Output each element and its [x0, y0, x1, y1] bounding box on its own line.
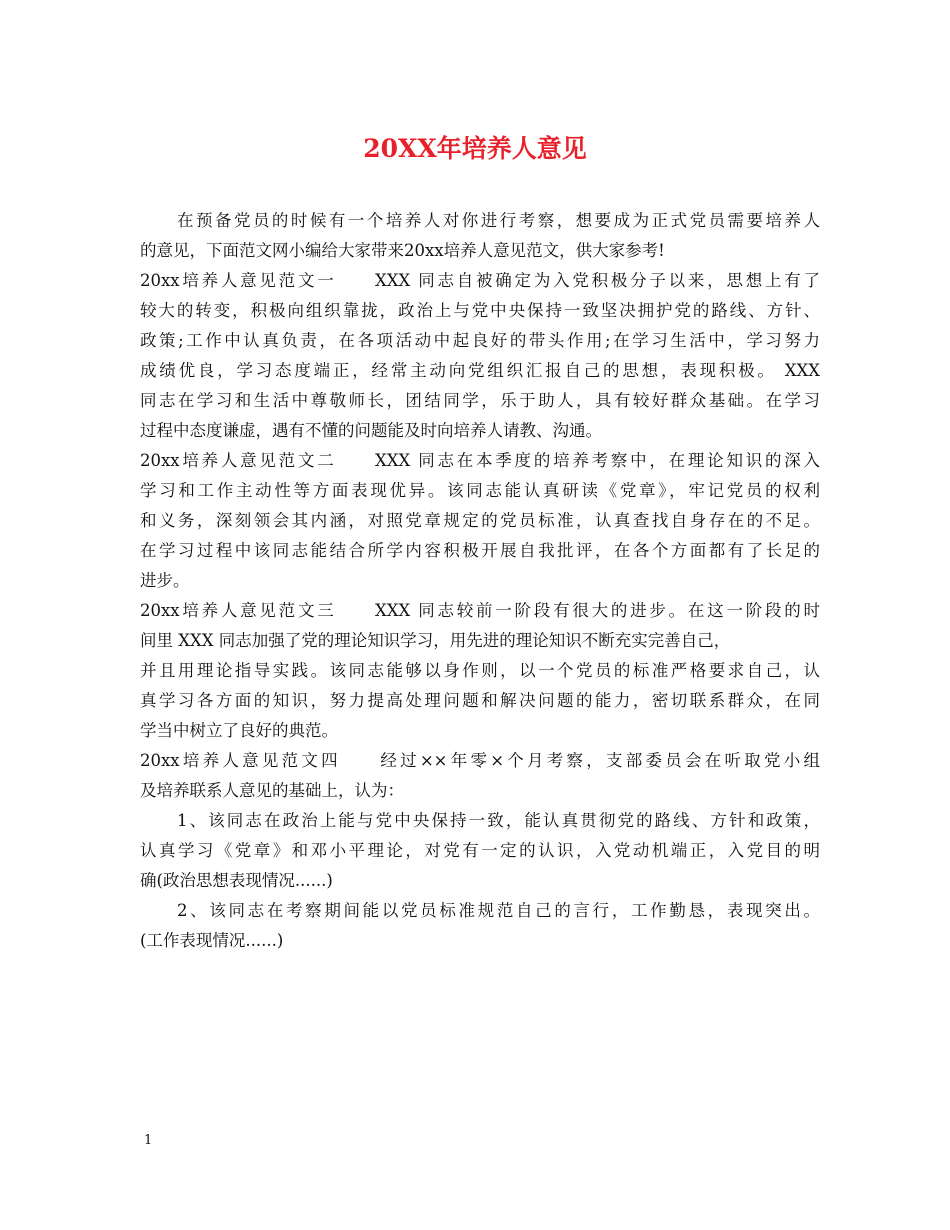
text-line: 20xx培养人意见范文二 XXX 同志在本季度的培养考察中，在理论知识的深入 [140, 451, 820, 470]
text-line: 确(政治思想表现情况......) [140, 871, 333, 890]
text-line: 同志在学习和生活中尊敬师长，团结同学，乐于助人，具有较好群众基础。在学习 [140, 391, 820, 410]
text-line: 20xx培养人意见范文三 XXX 同志较前一阶段有很大的进步。在这一阶段的时 [140, 601, 820, 620]
text-line: 在学习过程中该同志能结合所学内容积极开展自我批评，在各个方面都有了长足的 [140, 541, 820, 560]
page-number: 1 [144, 1133, 153, 1148]
text-line: 成绩优良，学习态度端正，经常主动向党组织汇报自己的思想，表现积极。 XXX [140, 361, 820, 380]
text-line: 真学习各方面的知识，努力提高处理问题和解决问题的能力，密切联系群众，在同 [140, 691, 820, 710]
text-line: 在预备党员的时候有一个培养人对你进行考察，想要成为正式党员需要培养人 [177, 211, 820, 230]
text-line: 20xx培养人意见范文一 XXX 同志自被确定为入党积极分子以来，思想上有了 [140, 271, 820, 290]
text-line: 2、该同志在考察期间能以党员标准规范自己的言行，工作勤恳，表现突出。 [177, 901, 820, 920]
text-line: 进步。 [140, 571, 190, 590]
text-line: 的意见，下面范文网小编给大家带来20xx培养人意见范文，供大家参考! [140, 241, 665, 260]
text-line: 1、该同志在政治上能与党中央保持一致，能认真贯彻党的路线、方针和政策， [177, 811, 820, 830]
text-line: 并且用理论指导实践。该同志能够以身作则，以一个党员的标准严格要求自己，认 [140, 661, 820, 680]
text-line: (工作表现情况......) [140, 931, 284, 950]
text-line: 过程中态度谦虚，遇有不懂的问题能及时向培养人请教、沟通。 [140, 421, 602, 440]
text-line: 学当中树立了良好的典范。 [140, 721, 338, 740]
text-line: 间里 XXX 同志加强了党的理论知识学习，用先进的理论知识不断充实完善自己， [140, 631, 731, 650]
text-line: 学习和工作主动性等方面表现优异。该同志能认真研读《党章》，牢记党员的权利 [140, 481, 820, 500]
text-line: 20xx培养人意见范文四 经过××年零×个月考察，支部委员会在听取党小组 [140, 751, 820, 770]
text-line: 政策;工作中认真负责，在各项活动中起良好的带头作用;在学习生活中，学习努力 [140, 331, 820, 350]
text-line: 及培养联系人意见的基础上，认为： [140, 781, 404, 800]
document-body [140, 206, 820, 956]
text-line: 认真学习《党章》和邓小平理论，对党有一定的认识，入党动机端正，入党目的明 [140, 841, 820, 860]
text-line: 较大的转变，积极向组织靠拢，政治上与党中央保持一致坚决拥护党的路线、方针、 [140, 301, 820, 320]
text-line: 和义务，深刻领会其内涵，对照党章规定的党员标准，认真查找自身存在的不足。 [140, 511, 820, 530]
document-title: 20XX年培养人意见 [363, 134, 587, 163]
